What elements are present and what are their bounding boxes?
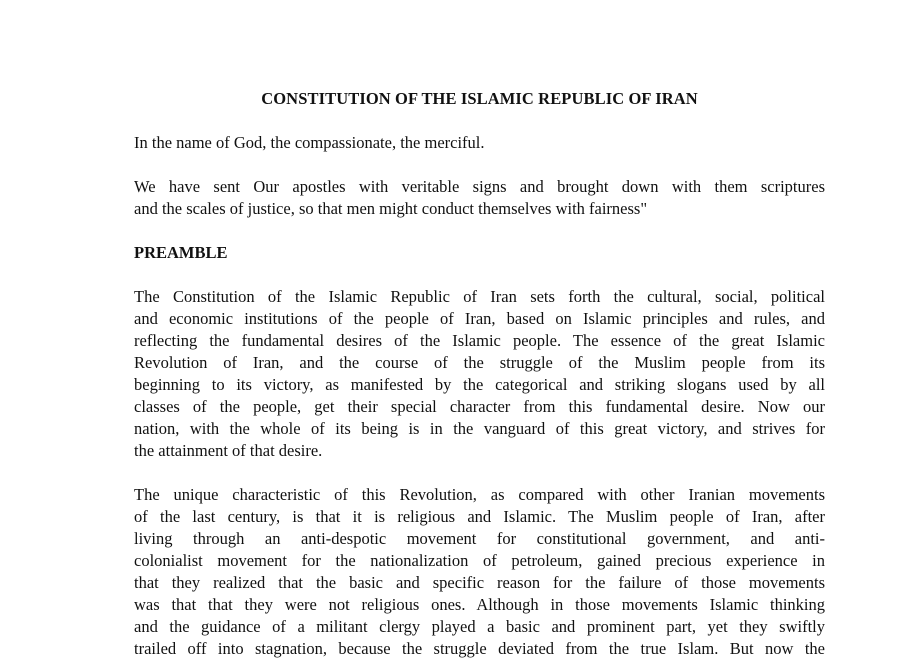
text-line: and the scales of justice, so that men might conduct themselves with fairness" xyxy=(134,199,648,218)
quote-paragraph xyxy=(134,176,825,220)
text-line: classes of the people, get their special character from this fundamental desire. Now our xyxy=(134,397,825,416)
preamble-paragraph-1 xyxy=(134,286,825,462)
text-line: reflecting the fundamental desires of the Islamic people. The essence of the great Islamic xyxy=(134,331,825,350)
text-line: The unique characteristic of this Revolution, as compared with other Iranian movements xyxy=(134,485,825,504)
text-line: that they realized that the basic and specific reason for the failure of those movements xyxy=(134,573,825,592)
text-line: living through an anti-despotic movement for constitutional government, and anti- xyxy=(134,529,825,548)
preamble-paragraph-2 xyxy=(134,484,825,660)
text-line: and the guidance of a militant clergy played a basic and prominent part, yet they swiftly xyxy=(134,617,825,636)
document-body xyxy=(134,88,825,660)
document-title: CONSTITUTION OF THE ISLAMIC REPUBLIC OF IRAN xyxy=(261,89,698,108)
text-line: was that that they were not religious ones. Although in those movements Islamic thinking xyxy=(134,595,825,614)
invocation-line: In the name of God, the compassionate, the merciful. xyxy=(134,133,485,152)
text-line: Revolution of Iran, and the course of the struggle of the Muslim people from its xyxy=(134,353,825,372)
text-line: of the last century, is that it is religious and Islamic. The Muslim people of Iran, after xyxy=(134,507,825,526)
text-line: beginning to its victory, as manifested by the categorical and striking slogans used by all xyxy=(134,375,825,394)
text-line: nation, with the whole of its being is in the vanguard of this great victory, and strives for xyxy=(134,419,825,438)
text-line: We have sent Our apostles with veritable signs and brought down with them scriptures xyxy=(134,177,825,196)
text-line: the attainment of that desire. xyxy=(134,441,323,460)
preamble-heading: PREAMBLE xyxy=(134,243,228,262)
text-line: colonialist movement for the nationalization of petroleum, gained precious experience in xyxy=(134,551,825,570)
text-line: and economic institutions of the people of Iran, based on Islamic principles and rules, and xyxy=(134,309,825,328)
text-line: trailed off into stagnation, because the struggle deviated from the true Islam. But now the xyxy=(134,639,825,658)
text-line: The Constitution of the Islamic Republic of Iran sets forth the cultural, social, political xyxy=(134,287,825,306)
